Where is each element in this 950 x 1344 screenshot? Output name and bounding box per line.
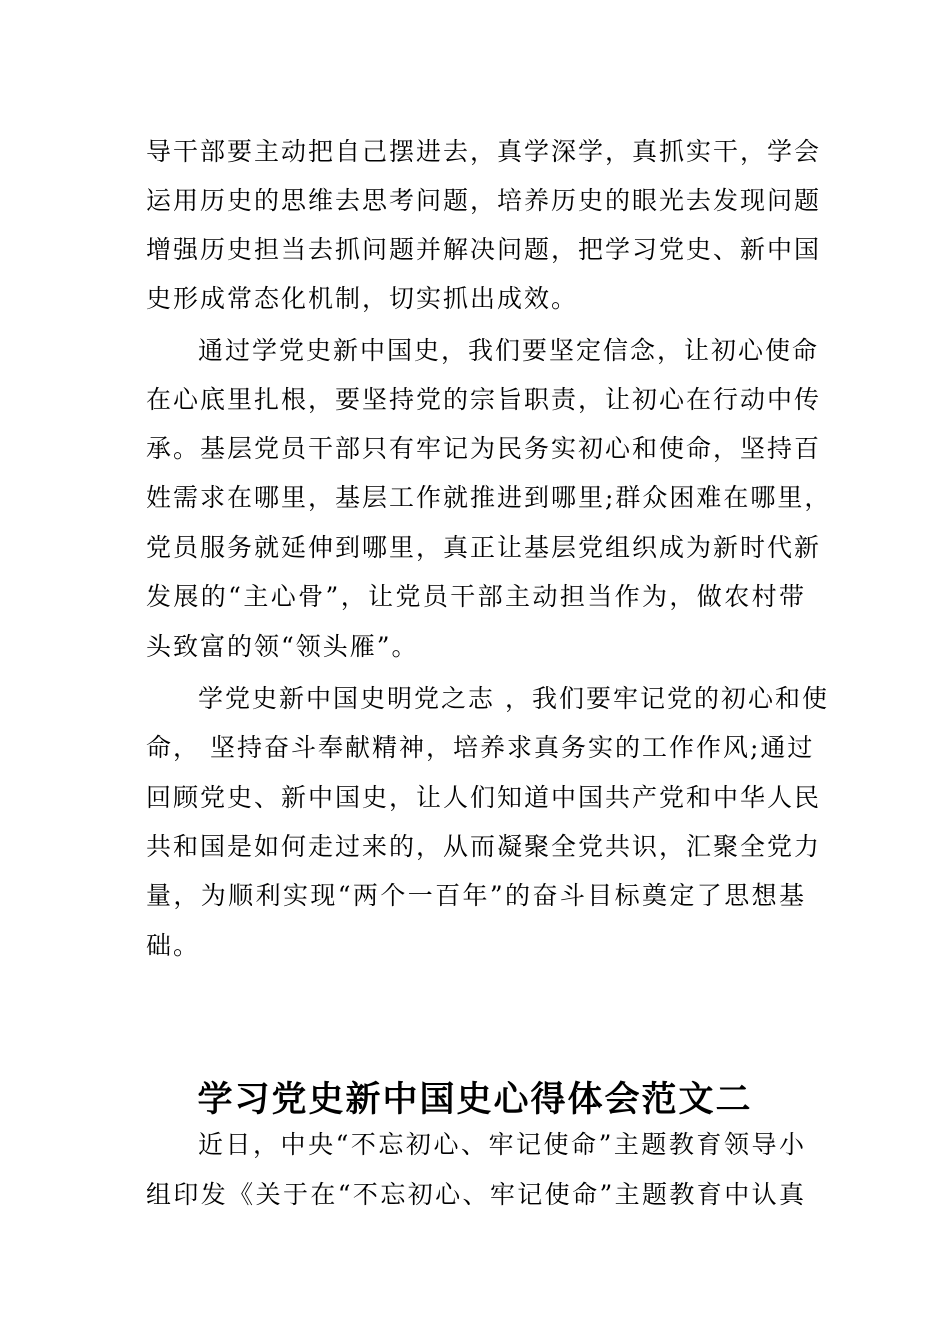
- text-line: 量，为顺利实现“两个一百年”的奋斗目标奠定了思想基: [146, 881, 806, 910]
- text-line: 导干部要主动把自己摆进去，真学深学，真抓实干，学会: [146, 137, 822, 166]
- text-line: 头致富的领“领头雁”。: [146, 632, 419, 661]
- text-line: 命， 坚持奋斗奉献精神，培养求真务实的工作作风;通过: [146, 733, 815, 762]
- text-line: 共和国是如何走过来的，从而凝聚全党共识，汇聚全党力: [146, 832, 822, 861]
- text-line: 运用历史的思维去思考问题，培养历史的眼光去发现问题: [146, 186, 822, 215]
- text-line: 回顾党史、新中国史，让人们知道中国共产党和中华人民: [146, 783, 822, 812]
- text-line: 增强历史担当去抓问题并解决问题，把学习党史、新中国: [146, 235, 822, 264]
- text-line: 通过学党史新中国史，我们要坚定信念，让初心使命: [198, 336, 820, 365]
- text-line: 近日，中央“不忘初心、牢记使命”主题教育领导小: [198, 1130, 806, 1159]
- text-line: 史形成常态化机制，切实抓出成效。: [146, 284, 579, 313]
- text-line: 学党史新中国史明党之志 ，我们要牢记党的初心和使: [198, 684, 829, 713]
- text-line: 础。: [146, 931, 201, 960]
- text-line: 发展的“主心骨”，让党员干部主动担当作为，做农村带: [146, 582, 806, 611]
- text-line: 在心底里扎根，要坚持党的宗旨职责，让初心在行动中传: [146, 385, 822, 414]
- text-line: 组印发《关于在“不忘初心、牢记使命”主题教育中认真: [146, 1180, 806, 1209]
- section-heading: 学习党史新中国史心得体会范文二: [197, 1079, 753, 1120]
- text-line: 承。基层党员干部只有牢记为民务实初心和使命，坚持百: [146, 434, 822, 463]
- text-line: 姓需求在哪里，基层工作就推进到哪里;群众困难在哪里，: [146, 483, 832, 512]
- text-line: 党员服务就延伸到哪里，真正让基层党组织成为新时代新: [146, 533, 822, 562]
